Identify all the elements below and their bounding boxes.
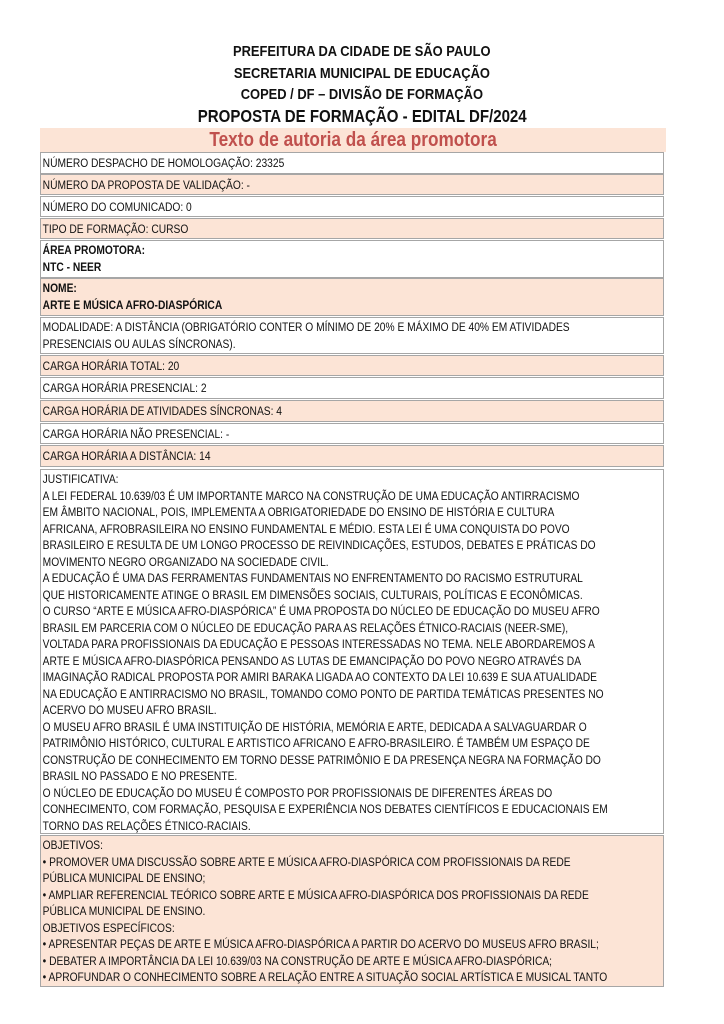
text-line: NTC - NEER [42,259,102,274]
text-line: PATRIMÔNIO HISTÓRICO, CULTURAL E ARTISTICO AFRICANO E AFRO-BRASILEIRO. É TAMBÉM UM ESPAÇO DE [42,736,590,750]
text-line: EM ÂMBITO NACIONAL, POIS, IMPLEMENTA A OBRIGATORIEDADE DO ENSINO DE HISTÓRIA E CULTURA [42,505,555,519]
authorship-banner [40,128,666,152]
row-nome [40,278,664,316]
text-line: MOVIMENTO NEGRO ORGANIZADO NA SOCIEDADE CIVIL. [42,554,329,569]
text-line: • APROFUNDAR O CONHECIMENTO SOBRE A RELAÇÃO ENTRE A SITUAÇÃO SOCIAL ARTÍSTICA E MUSICAL TANTO [42,970,608,984]
header-secretaria [0,65,724,82]
text-line: OBJETIVOS ESPECÍFICOS: [42,920,175,935]
text-line: ARTE E MÚSICA AFRO-DIASPÓRICA PENSANDO AS LUTAS DE EMANCIPAÇÃO DO POVO NEGRO ATRAVÉS DA [42,653,582,668]
header-secretaria-text: SECRETARIA MUNICIPAL DE EDUCAÇÃO [233,65,491,82]
row-text [41,401,664,420]
row-area-promotora [40,240,664,278]
row-text [41,219,664,238]
text-line: BRASILEIRO E RESULTA DE UM LONGO PROCESSO DE REIVINDICAÇÕES, ESTUDOS, DEBATES E PRÁTICAS DO [42,538,596,552]
row-carga-horaria-nao-presencial [40,423,664,444]
text-line: MODALIDADE: A DISTÂNCIA (OBRIGATÓRIO CONTER O MÍNIMO DE 20% E MÁXIMO DE 40% EM ATIVIDADES [42,320,570,334]
text-line: NOME: [42,281,77,295]
text-line: BRASIL EM PARCERIA COM O NÚCLEO DE EDUCAÇÃO PARA AS RELAÇÕES ÉTNICO-RACIAIS (NEER-SME), [42,620,569,635]
text-line: NÚMERO DO COMUNICADO: 0 [42,200,192,214]
row-text [41,378,664,397]
row-carga-horaria-total [40,355,664,376]
header-coped [0,86,724,103]
row-text [41,153,664,172]
text-line: CONSTRUÇÃO DE CONHECIMENTO EM TORNO DESSE PATRIMÔNIO E DA PRESENÇA NEGRA NA FORMAÇÃO DO [42,752,601,767]
text-line: CONHECIMENTO, COM FORMAÇÃO, PESQUISA E EXPERIÊNCIA NOS DEBATES CIENTÍFICOS E EDUCACIONAIS EM [42,802,608,816]
text-line: • AMPLIAR REFERENCIAL TEÓRICO SOBRE ARTE E MÚSICA AFRO-DIASPÓRICA DOS PROFISSIONAIS DA REDE [42,887,589,902]
text-line: VOLTADA PARA PROFISSIONAIS DA EDUCAÇÃO E PESSOAS INTERESSADAS NO TEMA. NELE ABORDAREMOS A [42,637,595,651]
text-line: PÚBLICA MUNICIPAL DE ENSINO. [42,904,206,918]
text-line: CARGA HORÁRIA NÃO PRESENCIAL: - [42,427,230,441]
text-line: O CURSO “ARTE E MÚSICA AFRO-DIASPÓRICA” É UMA PROPOSTA DO NÚCLEO DE EDUCAÇÃO DO MUSEU AFRO [42,604,600,618]
text-line: • APRESENTAR PEÇAS DE ARTE E MÚSICA AFRO-DIASPÓRICA A PARTIR DO ACERVO DO MUSEUS AFRO BRASIL; [42,937,599,951]
row-text [41,424,664,443]
row-numero-proposta-validacao [40,174,664,195]
text-line: NÚMERO DESPACHO DE HOMOLOGAÇÃO: 23325 [42,156,285,170]
text-line: A EDUCAÇÃO É UMA DAS FERRAMENTAS FUNDAMENTAIS NO ENFRENTAMENTO DO RACISMO ESTRUTURAL [42,571,583,585]
text-line: AFRICANA, AFROBRASILEIRA NO ENSINO FUNDAMENTAL E MÉDIO. ESTA LEI É UMA CONQUISTA DO POVO [42,521,570,536]
row-objetivos [40,835,664,987]
text-line: ACERVO DO MUSEU AFRO BRASIL. [42,703,217,717]
text-line: OBJETIVOS: [42,838,103,852]
text-line: PRESENCIAIS OU AULAS SÍNCRONAS). [42,336,236,351]
text-line: • DEBATER A IMPORTÂNCIA DA LEI 10.639/03 NA CONSTRUÇÃO DE ARTE E MÚSICA AFRO-DIASPÓRICA; [42,953,553,968]
row-text [41,197,664,216]
text-line: TORNO DAS RELAÇÕES ÉTNICO-RACIAIS. [42,818,251,833]
text-line: TIPO DE FORMAÇÃO: CURSO [42,222,189,236]
row-modalidade [40,317,664,354]
authorship-banner-text: Texto de autoria da área promotora [209,129,497,151]
row-text [41,318,664,352]
text-line: JUSTIFICATIVA: [42,472,119,486]
text-line: O MUSEU AFRO BRASIL É UMA INSTITUIÇÃO DE HISTÓRIA, MEMÓRIA E ARTE, DEDICADA A SALVAGUARDAR O [42,719,587,734]
text-line: O NÚCLEO DE EDUCAÇÃO DO MUSEU É COMPOSTO POR PROFISSIONAIS DE DIFERENTES ÁREAS DO [42,785,553,800]
row-text [41,470,664,834]
text-line: NÚMERO DA PROPOSTA DE VALIDAÇÃO: - [42,178,250,192]
text-line: CARGA HORÁRIA DE ATIVIDADES SÍNCRONAS: 4 [42,404,283,418]
text-line: QUE HISTORICAMENTE ATINGE O BRASIL EM DIMENSÕES SOCIAIS, CULTURAIS, POLÍTICAS E ECONÔMICAS. [42,587,583,602]
row-text [41,175,664,194]
row-carga-horaria-presencial [40,377,664,399]
row-text [41,356,664,375]
row-text [41,279,664,313]
row-text [41,446,664,465]
text-line: IMAGINAÇÃO RADICAL PROPOSTA POR AMIRI BARAKA LIGADA AO CONTEXTO DA LEI 10.639 E SUA ATUALIDADE [42,670,598,684]
text-line: ÁREA PROMOTORA: [42,243,146,257]
header-prefeitura [0,43,724,60]
row-carga-horaria-sincronas [40,400,664,422]
document-title [0,106,724,127]
text-line: CARGA HORÁRIA TOTAL: 20 [42,359,180,373]
row-justificativa [40,469,664,834]
text-line: A LEI FEDERAL 10.639/03 É UM IMPORTANTE MARCO NA CONSTRUÇÃO DE UMA EDUCAÇÃO ANTIRRACISMO [42,488,580,503]
row-carga-horaria-distancia [40,445,664,467]
text-line: PÚBLICA MUNICIPAL DE ENSINO; [42,871,206,885]
header-coped-text: COPED / DF – DIVISÃO DE FORMAÇÃO [240,86,484,103]
text-line: BRASIL NO PASSADO E NO PRESENTE. [42,769,238,783]
row-text [41,836,664,986]
document-title-text: PROPOSTA DE FORMAÇÃO - EDITAL DF/2024 [197,106,527,126]
row-numero-despacho [40,152,664,174]
text-line: CARGA HORÁRIA A DISTÂNCIA: 14 [42,449,211,463]
text-line: ARTE E MÚSICA AFRO-DIASPÓRICA [42,297,223,312]
text-line: NA EDUCAÇÃO E ANTIRRACISMO NO BRASIL, TOMANDO COMO PONTO DE PARTIDA TEMÁTICAS PRESENTES NO [42,686,604,701]
row-tipo-formacao [40,218,664,239]
header-prefeitura-text: PREFEITURA DA CIDADE DE SÃO PAULO [233,43,491,60]
text-line: CARGA HORÁRIA PRESENCIAL: 2 [42,381,207,395]
row-text [41,241,664,275]
row-numero-comunicado [40,196,664,217]
text-line: • PROMOVER UMA DISCUSSÃO SOBRE ARTE E MÚSICA AFRO-DIASPÓRICA COM PROFISSIONAIS DA REDE [42,854,571,869]
